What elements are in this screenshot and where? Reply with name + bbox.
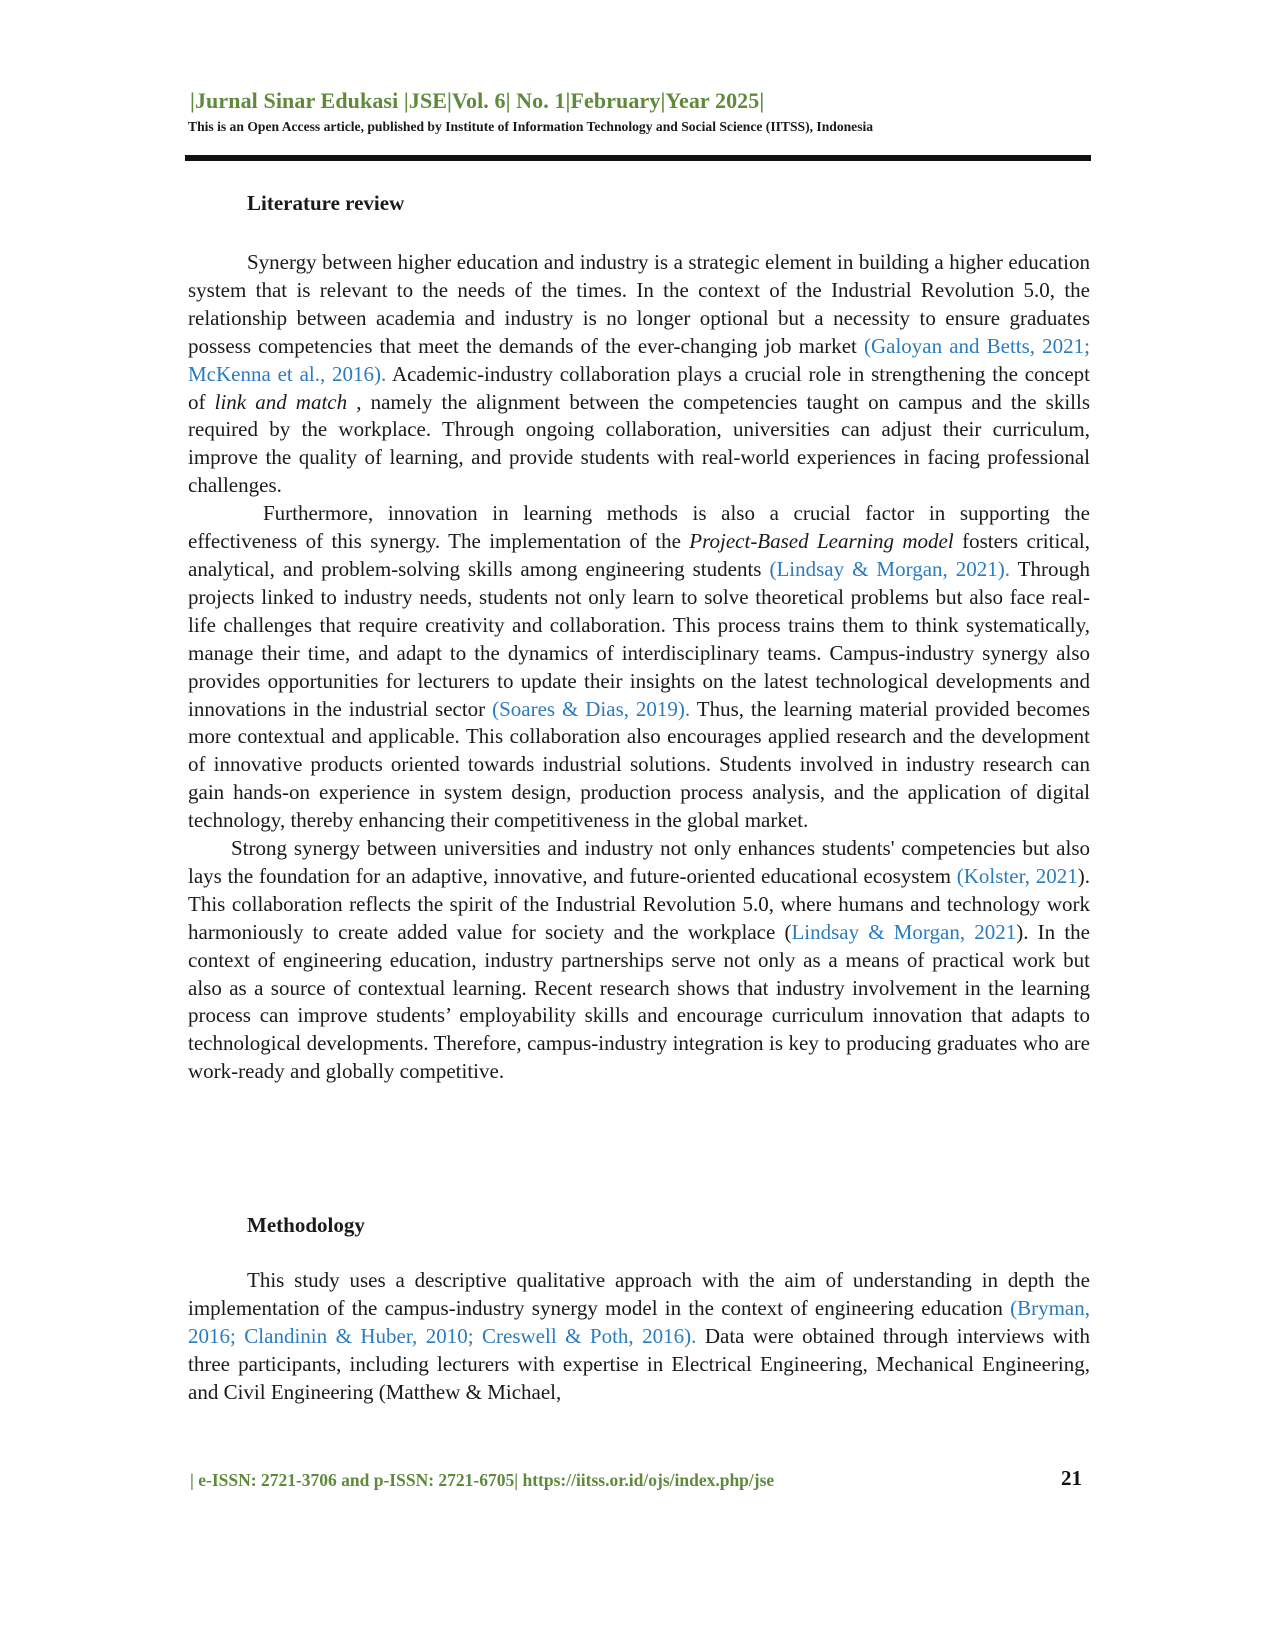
citation-link[interactable]: (Lindsay & Morgan, 2021). <box>769 556 1011 581</box>
citation-link[interactable]: Lindsay & Morgan, 2021 <box>791 919 1017 944</box>
footer-issn-url[interactable]: | e-ISSN: 2721-3706 and p-ISSN: 2721-6705| https://iitss.or.id/ojs/index.php/jse <box>190 1470 775 1490</box>
page-number: 21 <box>1061 1466 1082 1490</box>
header-divider <box>185 155 1091 161</box>
citation-link[interactable]: (Galoyan and Betts, 2021; McKenna et al., 2016). <box>188 333 1090 386</box>
paragraph: Furthermore, innovation in learning methods is also a crucial factor in supporting the effectiveness of this synergy. The implementation of the Project-Based Learning model fosters critical, analytical, and problem-solving skills among engineering students (Lindsay & Morgan, 2021). Through projects linked to industry needs, students not only learn to solve theoretical problems but also face real-life challenges that require creativity and collaboration. This process trains them to think systematically, manage their time, and adapt to the dynamics of interdisciplinary teams. Campus-industry synergy also provides opportunities for lecturers to update their insights on the latest technological developments and innovations in the industrial sector (Soares & Dias, 2019). Thus, the learning material provided becomes more contextual and applicable. This collaboration also encourages applied research and the development of innovative products oriented towards industrial solutions. Students involved in industry research can gain hands-on experience in system design, production process analysis, and the application of digital technology, thereby enhancing their competitiveness in the global market. <box>188 501 1090 833</box>
journal-header-subtitle: This is an Open Access article, published by Institute of Information Technology and Social Science (IITSS), Indonesia <box>188 119 874 134</box>
literature-review-body <box>188 249 1090 1086</box>
journal-header-title: |Jurnal Sinar Edukasi |JSE|Vol. 6| No. 1|February|Year 2025| <box>190 88 765 113</box>
paragraph: Strong synergy between universities and industry not only enhances students' competencies but also lays the foundation for an adaptive, innovative, and future-oriented educational ecosystem (Kolster, 2021). This collaboration reflects the spirit of the Industrial Revolution 5.0, where humans and technology work harmoniously to create added value for society and the workplace (Lindsay & Morgan, 2021). In the context of engineering education, industry partnerships serve not only as a means of practical work but also as a source of contextual learning. Recent research shows that industry involvement in the learning process can improve students’ employability skills and encourage curriculum innovation that adapts to technological developments. Therefore, campus-industry integration is key to producing graduates who are work-ready and globally competitive. <box>188 836 1090 1084</box>
section-heading-literature-review: Literature review <box>247 191 405 215</box>
section-heading-methodology: Methodology <box>247 1213 365 1237</box>
citation-link[interactable]: (Bryman, 2016; Clandinin & Huber, 2010; Creswell & Poth, 2016). <box>188 1295 1090 1348</box>
methodology-body <box>188 1267 1090 1407</box>
citation-link[interactable]: (Soares & Dias, 2019). <box>492 696 691 721</box>
paragraph: This study uses a descriptive qualitative approach with the aim of understanding in depth the implementation of the campus-industry synergy model in the context of engineering education (Bryman, 2016; Clandinin & Huber, 2010; Creswell & Poth, 2016). Data were obtained through interviews with three participants, including lecturers with expertise in Electrical Engineering, Mechanical Engineering, and Civil Engineering (Matthew & Michael, <box>188 1268 1091 1404</box>
emphasis: link and match <box>214 389 348 414</box>
paragraph: Synergy between higher education and industry is a strategic element in building a higher education system that is relevant to the needs of the times. In the context of the Industrial Revolution 5.0, the relationship between academia and industry is no longer optional but a necessity to ensure graduates possess competencies that meet the demands of the ever-changing job market (Galoyan and Betts, 2021; McKenna et al., 2016). Academic-industry collaboration plays a crucial role in strengthening the concept of link and match , namely the alignment between the competencies taught on campus and the skills required by the workplace. Through ongoing collaboration, universities can adjust their curriculum, improve the quality of learning, and provide students with real-world experiences in facing professional challenges. <box>188 250 1091 498</box>
citation-link[interactable]: (Kolster, 2021 <box>956 863 1078 888</box>
emphasis: Project-Based Learning model <box>689 529 954 554</box>
